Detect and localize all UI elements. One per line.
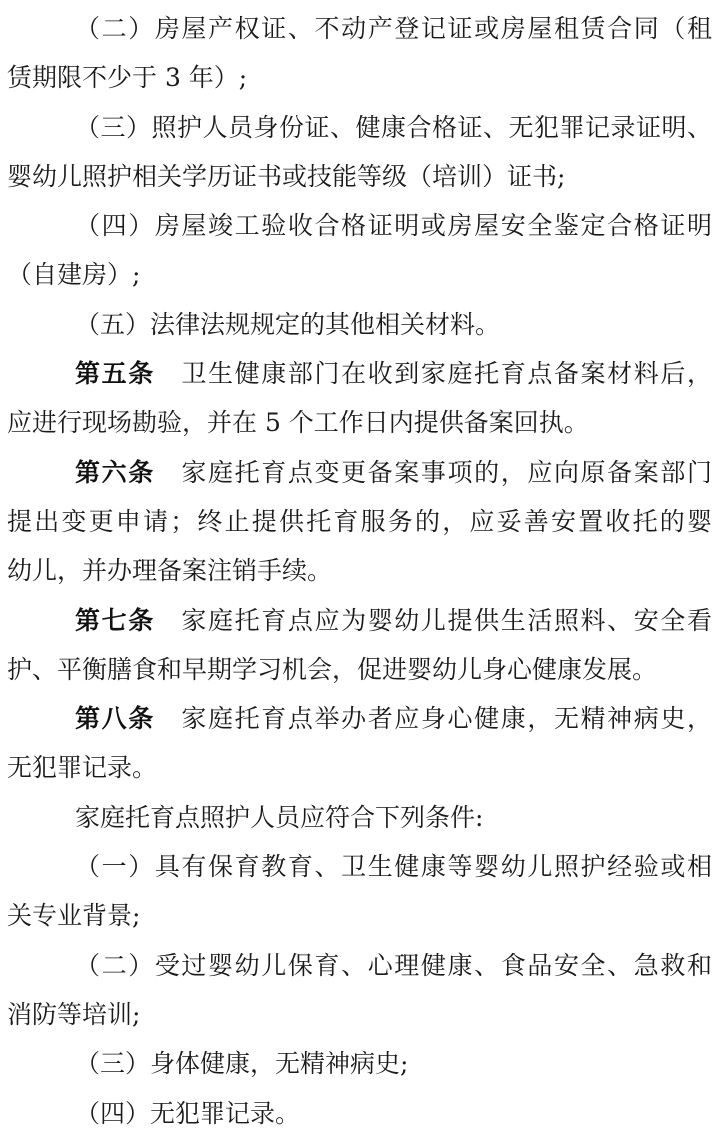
text-line: 第五条 卫生健康部门在收到家庭托育点备案材料后， [75,359,712,389]
paragraph [7,941,712,1040]
text-line: 护、平衡膳食和早期学习机会，促进婴幼儿身心健康发展。 [7,654,658,684]
text-line: 婴幼儿照护相关学历证书或技能等级（培训）证书; [7,161,566,191]
paragraph [7,1089,712,1138]
paragraph [7,1039,712,1088]
paragraph [7,694,712,793]
text-line: 赁期限不少于 3 年）; [7,63,248,93]
text-line: 家庭托育点照护人员应符合下列条件: [75,802,484,832]
text-line: 第七条 家庭托育点应为婴幼儿提供生活照料、安全看 [75,605,712,635]
paragraph [7,349,712,448]
article-number: 第七条 [75,605,155,635]
text-line: （一）具有保育教育、卫生健康等婴幼儿照护经验或相 [75,852,712,882]
text-line: （四）房屋竣工验收合格证明或房屋安全鉴定合格证明 [75,211,712,241]
text-line: （二）房屋产权证、不动产登记证或房屋租赁合同（租 [75,14,712,43]
paragraph [7,300,712,349]
text-line: （三）照护人员身份证、健康合格证、无犯罪记录证明、 [75,112,712,142]
text-line: 消防等培训; [7,999,141,1029]
paragraph [7,4,712,103]
text-line: （二）受过婴幼儿保育、心理健康、食品安全、急救和 [75,950,712,980]
article-number: 第六条 [75,457,155,487]
text-line: （三）身体健康，无精神病史; [75,1049,409,1079]
paragraph [7,596,712,695]
text-line: 应进行现场勘验，并在 5 个工作日内提供备案回执。 [7,408,589,438]
text-line: （五）法律法规规定的其他相关材料。 [75,309,501,339]
text-line: 幼儿，并办理备案注销手续。 [7,556,333,586]
text-line: 关专业背景; [7,901,141,931]
text-line: （四）无犯罪记录。 [75,1098,301,1128]
text-line: 第八条 家庭托育点举办者应身心健康，无精神病史， [75,704,712,734]
paragraph [7,448,712,596]
text-line: 无犯罪记录。 [7,753,158,783]
paragraph [7,103,712,202]
text-line: 提出变更申请；终止提供托育服务的，应妥善安置收托的婴 [7,506,712,536]
paragraph [7,201,712,300]
paragraph [7,793,712,842]
text-line: 第六条 家庭托育点变更备案事项的，应向原备案部门 [75,457,712,487]
article-number: 第八条 [75,704,155,734]
article-number: 第五条 [75,359,155,389]
text-line: （自建房）; [7,260,141,290]
paragraph [7,842,712,941]
